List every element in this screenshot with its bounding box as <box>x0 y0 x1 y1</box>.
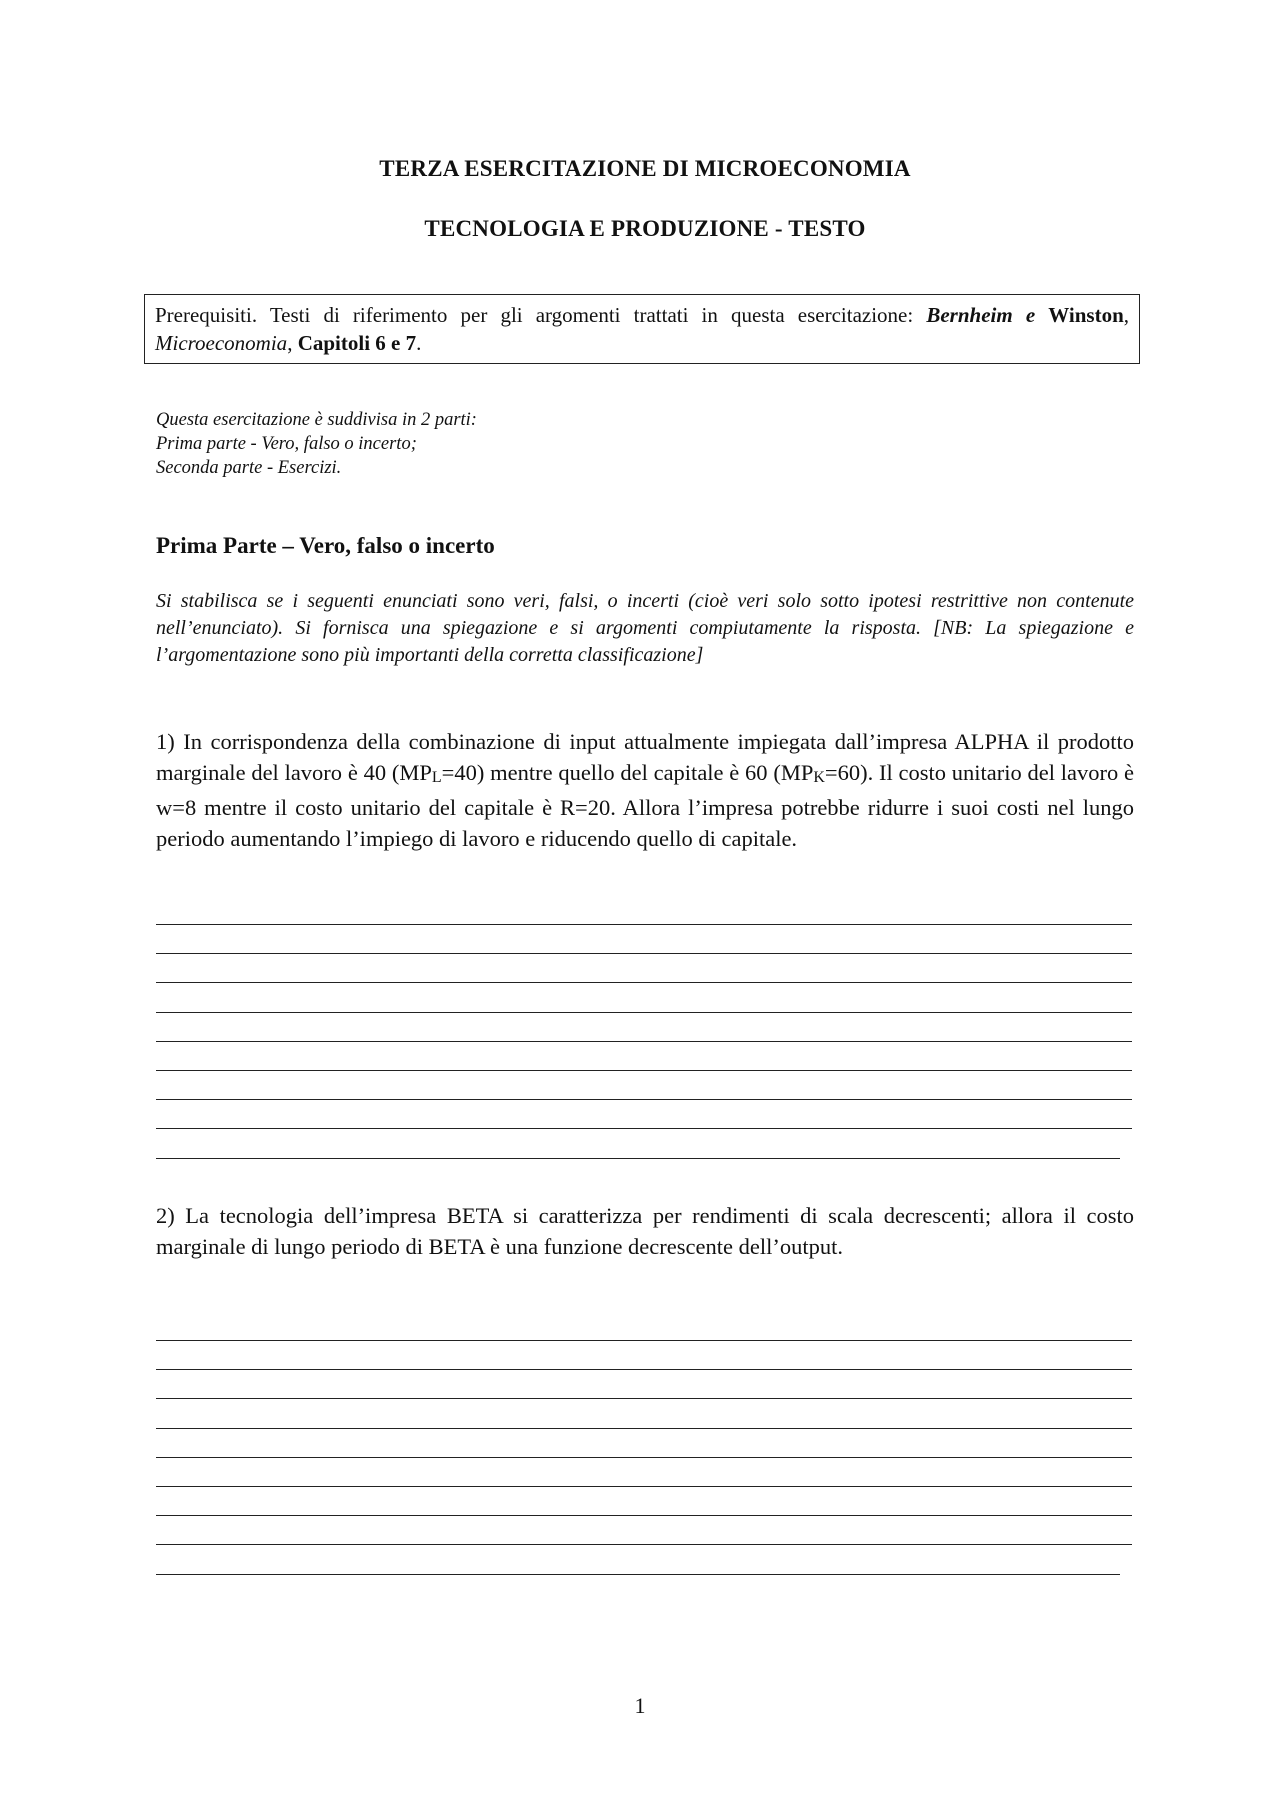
answer-line[interactable] <box>156 982 1132 983</box>
document-title: TERZA ESERCITAZIONE DI MICROECONOMIA <box>379 156 911 181</box>
answer-line[interactable] <box>156 953 1132 954</box>
answer-line[interactable] <box>156 1158 1120 1159</box>
intro-block <box>156 408 477 480</box>
question-1-text-a: 1) In corrispondenza della combinazione di input attualmente impiegata dall’impresa ALPHA il prodotto marginale del lavoro è 40 (MP <box>156 729 1134 785</box>
answer-line[interactable] <box>156 1457 1132 1458</box>
answer-line[interactable] <box>156 1428 1132 1429</box>
prerequisites-end: . <box>416 331 422 355</box>
prerequisites-book: Microeconomia <box>155 331 288 355</box>
answer-line[interactable] <box>156 1340 1132 1341</box>
subscript-k: K <box>813 768 825 786</box>
prerequisites-chapters: Capitoli 6 e 7 <box>297 331 417 355</box>
section-title: Prima Parte – Vero, falso o incerto <box>156 533 495 558</box>
prerequisites-box <box>144 294 1140 364</box>
question-2: 2) La tecnologia dell’impresa BETA si caratterizza per rendimenti di scala decrescenti; allora il costo marginale di lungo periodo di BETA è una funzione decrescente dell’output. <box>156 1203 1134 1259</box>
answer-line[interactable] <box>156 1041 1132 1042</box>
page-number: 1 <box>634 1693 646 1718</box>
answer-line[interactable] <box>156 1544 1132 1545</box>
document-subtitle: TECNOLOGIA E PRODUZIONE - TESTO <box>424 216 866 241</box>
question-1-text-b: =40) mentre quello del capitale è 60 (MP <box>441 759 814 785</box>
answer-line[interactable] <box>156 1099 1132 1100</box>
prerequisites-author-2: Winston <box>1048 303 1124 327</box>
prerequisites-separator: , <box>1123 303 1129 327</box>
answer-line[interactable] <box>156 924 1132 925</box>
intro-line: Prima parte - Vero, falso o incerto; <box>156 434 417 454</box>
answer-line[interactable] <box>156 1012 1132 1013</box>
answer-line[interactable] <box>156 1515 1132 1516</box>
answer-line[interactable] <box>156 1128 1132 1129</box>
subscript-l: L <box>431 768 442 786</box>
answer-line[interactable] <box>156 1398 1132 1399</box>
prerequisites-text <box>155 301 1129 357</box>
prerequisites-author-1: Bernheim e <box>926 303 1036 327</box>
intro-line: Seconda parte - Esercizi. <box>156 458 342 478</box>
answer-line[interactable] <box>156 1486 1132 1487</box>
question-1-text-c: =60). Il costo unitario del lavoro è w=8 mentre il costo unitario del capitale è R=20. Allora l’impresa potrebbe ridurre i suoi costi nel lungo periodo aumentando l’impiego di lavoro e riducendo quello di capitale. <box>156 759 1134 851</box>
intro-line: Questa esercitazione è suddivisa in 2 parti: <box>156 410 477 430</box>
instructions-text: Si stabilisca se i seguenti enunciati sono veri, falsi, o incerti (cioè veri solo sotto ipotesi restrittive non contenute nell’enunciato). Si fornisca una spiegazione e si argomenti compiutamente la risposta. [NB: La spiegazione e l’argomentazione sono più importanti della corretta classificazione] <box>156 590 1134 666</box>
prerequisites-lead: Prerequisiti. Testi di riferimento per gli argomenti trattati in questa esercitazione: <box>155 303 927 327</box>
question-1 <box>156 727 1134 854</box>
answer-line[interactable] <box>156 1369 1132 1370</box>
answer-line[interactable] <box>156 1574 1120 1575</box>
answer-line[interactable] <box>156 1070 1132 1071</box>
prerequisites-separator-2: , <box>287 331 298 355</box>
